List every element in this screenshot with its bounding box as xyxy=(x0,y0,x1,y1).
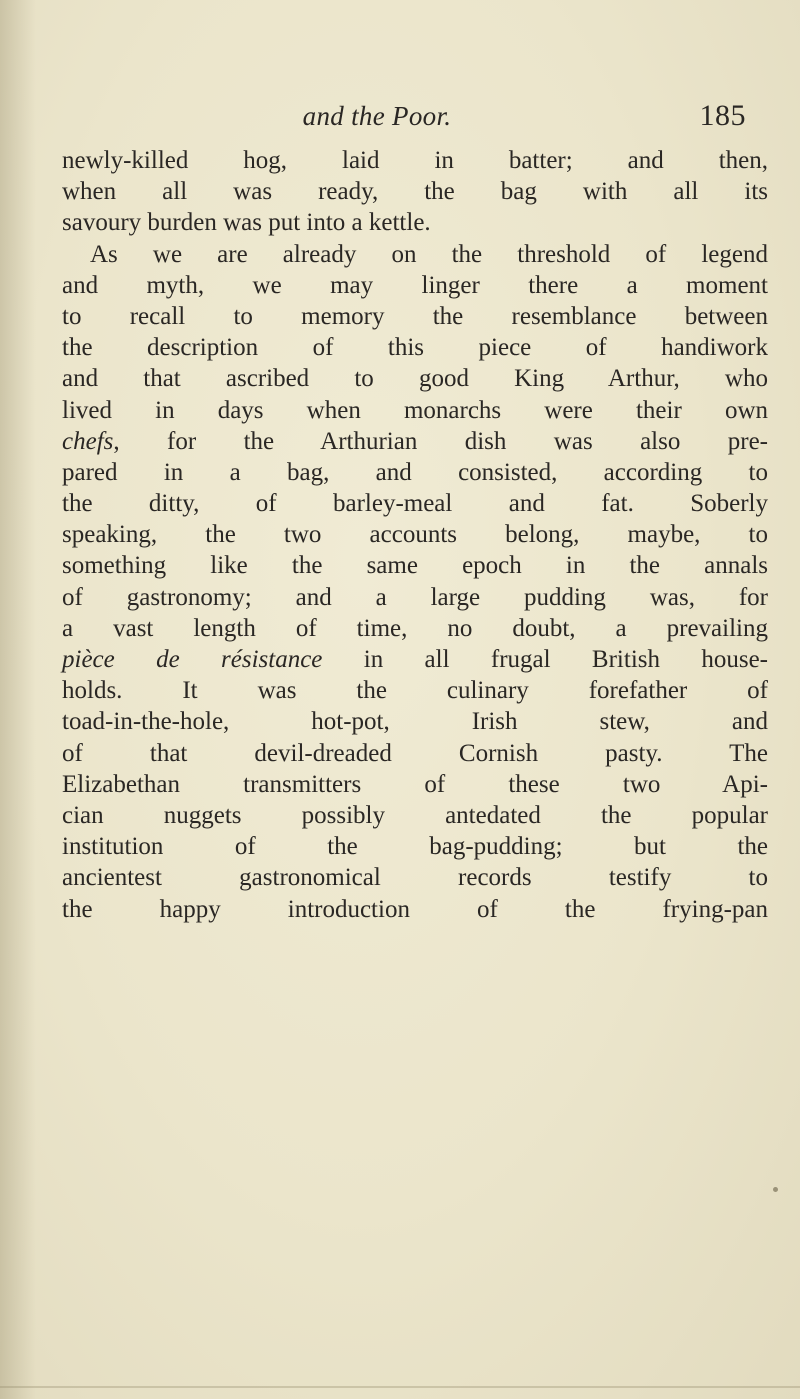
text-fragment: toad-in-the-hole, hot-pot, Irish stew, and xyxy=(62,708,768,736)
text-line xyxy=(62,550,768,581)
paragraph xyxy=(62,145,768,239)
text-fragment: the happy introduction of the frying-pan xyxy=(62,895,768,923)
text-line xyxy=(62,363,768,394)
text-line xyxy=(62,862,768,893)
text-fragment: holds. It was the culinary forefather of xyxy=(62,677,768,705)
italic-phrase: pièce de résistance xyxy=(62,646,323,673)
page-number: 185 xyxy=(699,99,746,132)
text-line xyxy=(62,519,768,550)
binding-shadow xyxy=(0,0,36,1399)
text-fragment: lived in days when monarchs were their own xyxy=(62,396,768,424)
text-fragment: of that devil-dreaded Cornish pasty. The xyxy=(62,739,768,767)
text-fragment: and that ascribed to good King Arthur, who xyxy=(62,365,768,393)
text-line xyxy=(62,395,768,426)
text-fragment: newly-killed hog, laid in batter; and then, xyxy=(62,147,768,174)
text-line xyxy=(62,644,768,675)
text-fragment: pared in a bag, and consisted, according to xyxy=(62,458,768,486)
text-fragment: the ditty, of barley-meal and fat. Soberly xyxy=(62,490,768,518)
text-fragment: ancientest gastronomical records testify to xyxy=(62,864,768,892)
text-line xyxy=(62,239,768,270)
text-fragment: the description of this piece of handiwork xyxy=(62,334,768,362)
text-line xyxy=(62,738,768,769)
body-text xyxy=(62,145,768,925)
text-fragment: in all frugal British house- xyxy=(322,646,769,673)
italic-phrase: chefs xyxy=(62,427,114,455)
text-line xyxy=(62,675,768,706)
text-line xyxy=(62,270,768,301)
text-fragment: a vast length of time, no doubt, a prevailing xyxy=(62,614,768,642)
text-fragment: speaking, the two accounts belong, maybe, to xyxy=(62,521,768,549)
page-bottom-edge xyxy=(0,1386,800,1388)
text-fragment: institution of the bag-pudding; but the xyxy=(62,833,768,861)
text-line xyxy=(62,457,768,488)
text-line xyxy=(62,145,768,176)
paragraph xyxy=(62,239,768,925)
text-line xyxy=(62,582,768,613)
text-line xyxy=(62,769,768,800)
text-line xyxy=(62,426,768,457)
text-fragment: As we are already on the threshold of legend xyxy=(90,240,768,268)
text-line xyxy=(62,488,768,519)
text-fragment: cian nuggets possibly antedated the popular xyxy=(62,801,768,829)
text-fragment: , for the Arthurian dish was also pre- xyxy=(113,427,768,455)
text-line xyxy=(62,831,768,862)
running-title: and the Poor. xyxy=(302,101,452,131)
text-line xyxy=(62,706,768,737)
text-fragment: to recall to memory the resemblance between xyxy=(62,302,768,330)
text-line xyxy=(62,800,768,831)
text-line xyxy=(62,613,768,644)
text-fragment: when all was ready, the bag with all its xyxy=(62,178,768,206)
paper-speck xyxy=(773,1187,778,1192)
text-line xyxy=(62,332,768,363)
text-fragment: Elizabethan transmitters of these two Api- xyxy=(62,770,768,798)
text-line xyxy=(62,176,768,207)
text-fragment: and myth, we may linger there a moment xyxy=(62,271,768,299)
text-fragment: savoury burden was put into a kettle. xyxy=(62,209,431,237)
text-line xyxy=(62,207,768,238)
text-fragment: something like the same epoch in the annals xyxy=(62,552,768,580)
page-header xyxy=(62,96,768,136)
text-fragment: of gastronomy; and a large pudding was, for xyxy=(62,583,768,611)
text-line xyxy=(62,301,768,332)
text-line xyxy=(62,894,768,925)
